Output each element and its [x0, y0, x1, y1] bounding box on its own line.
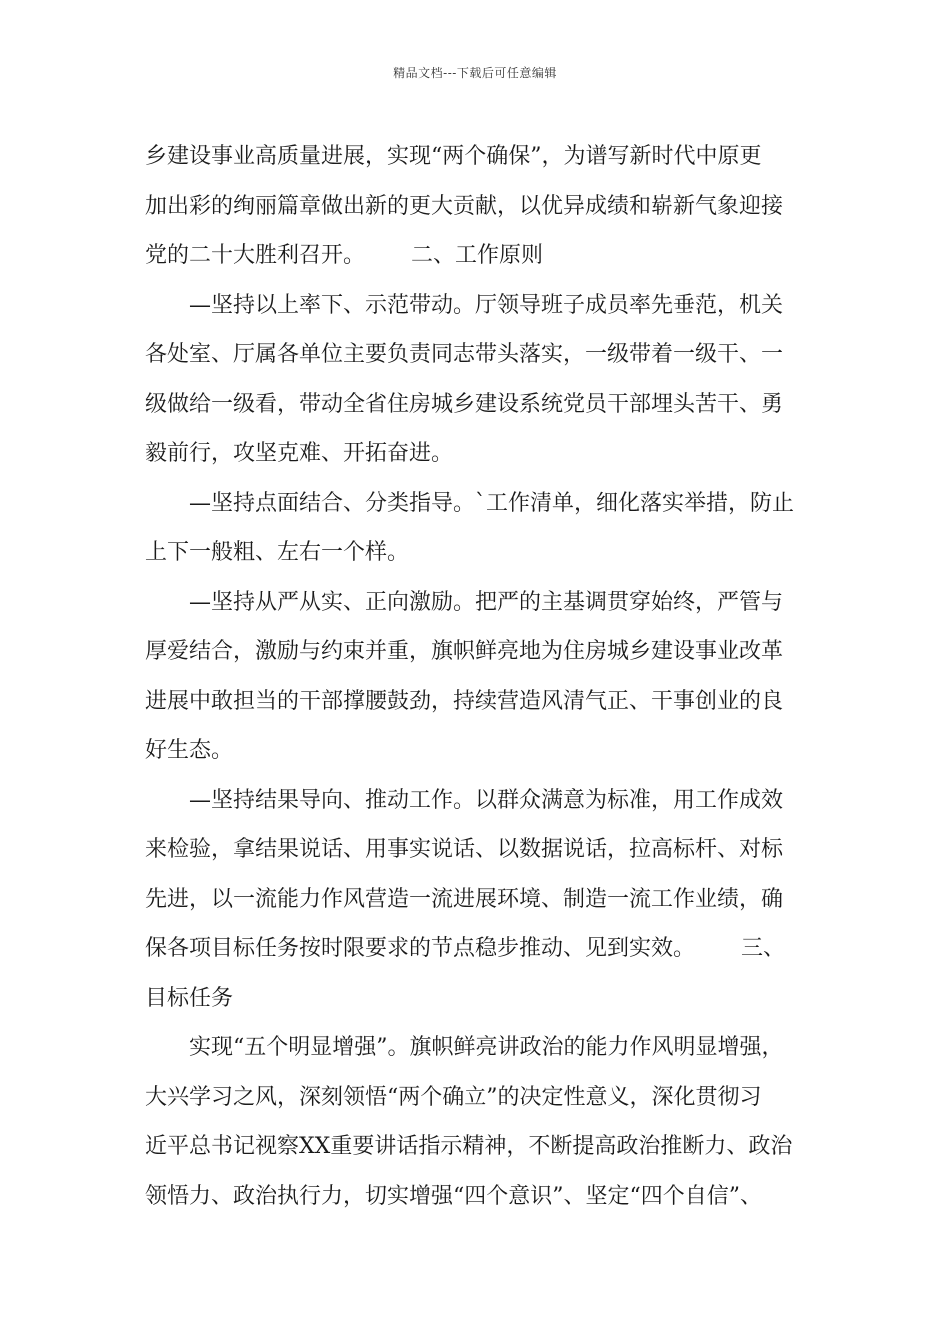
line-text: 好生态。 — [145, 738, 234, 763]
text-line — [145, 677, 825, 727]
text-line — [145, 281, 825, 331]
text-line — [145, 578, 825, 628]
line-text: 近平总书记视察XX重要讲话指示精神，不断提高政治推断力、政治 — [145, 1134, 793, 1159]
text-line — [145, 875, 825, 925]
text-line — [145, 1172, 825, 1222]
page-header: 精品文档---下载后可任意编辑 — [393, 66, 557, 80]
text-line — [145, 182, 825, 232]
text-line — [145, 132, 825, 182]
line-text: 来检验，拿结果说话、用事实说话、以数据说话，拉高标杆、对标 — [145, 837, 784, 862]
text-line — [145, 924, 825, 974]
line-text: —坚持以上率下、示范带动。厅领导班子成员率先垂范，机关 — [189, 292, 784, 318]
text-line — [145, 776, 825, 826]
text-line — [145, 330, 825, 380]
line-text: 大兴学习之风，深刻领悟“两个确立”的决定性意义，深化贯彻习 — [145, 1084, 762, 1110]
line-text: 实现“五个明显增强”。旗帜鲜亮讲政治的能力作风明显增强， — [189, 1035, 784, 1060]
document-body — [145, 132, 825, 1221]
section-heading: 目标任务 — [145, 985, 234, 1011]
line-text: 领悟力、政治执行力，切实增强“四个意识”、坚定“四个自信”、 — [145, 1183, 762, 1209]
section-heading: 二、工作原则 — [411, 243, 544, 268]
line-text: —坚持从严从实、正向激励。把严的主基调贯穿始终，严管与 — [189, 589, 784, 615]
line-text: —坚持结果导向、推动工作。以群众满意为标准，用工作成效 — [189, 787, 784, 813]
line-text: 保各项目标任务按时限要求的节点稳步推动、见到实效。 — [145, 936, 696, 961]
line-text: 毅前行，攻坚克难、开拓奋进。 — [145, 441, 454, 466]
line-text: 先进，以一流能力作风营造一流进展环境、制造一流工作业绩，确 — [145, 886, 784, 912]
text-line — [145, 726, 825, 776]
line-text: 乡建设事业高质量进展，实现“两个确保”，为谱写新时代中原更 — [145, 144, 762, 169]
section-heading: 三、 — [741, 936, 786, 961]
text-line — [145, 974, 825, 1024]
line-text: 各处室、厅属各单位主要负责同志带头落实，一级带着一级干、一 — [145, 342, 784, 367]
text-line — [145, 627, 825, 677]
text-line — [145, 1122, 825, 1172]
text-line — [145, 825, 825, 875]
line-text: 级做给一级看，带动全省住房城乡建设系统党员干部埋头苦干、勇 — [145, 391, 784, 417]
line-text: 党的二十大胜利召开。 — [145, 243, 366, 268]
text-line — [145, 479, 825, 529]
line-text: 上下一般粗、左右一个样。 — [145, 540, 410, 565]
line-text: —坚持点面结合、分类指导。`工作清单，细化落实举措，防止 — [189, 490, 795, 516]
text-line — [145, 429, 825, 479]
text-line — [145, 231, 825, 281]
text-line — [145, 1023, 825, 1073]
line-text: 厚爱结合，激励与约束并重，旗帜鲜亮地为住房城乡建设事业改革 — [145, 639, 784, 664]
line-text: 进展中敢担当的干部撑腰鼓劲，持续营造风清气正、干事创业的良 — [145, 688, 784, 714]
text-line — [145, 528, 825, 578]
text-line — [145, 1073, 825, 1123]
text-line — [145, 380, 825, 430]
line-text: 加出彩的绚丽篇章做出新的更大贡献，以优异成绩和崭新气象迎接 — [145, 193, 784, 219]
